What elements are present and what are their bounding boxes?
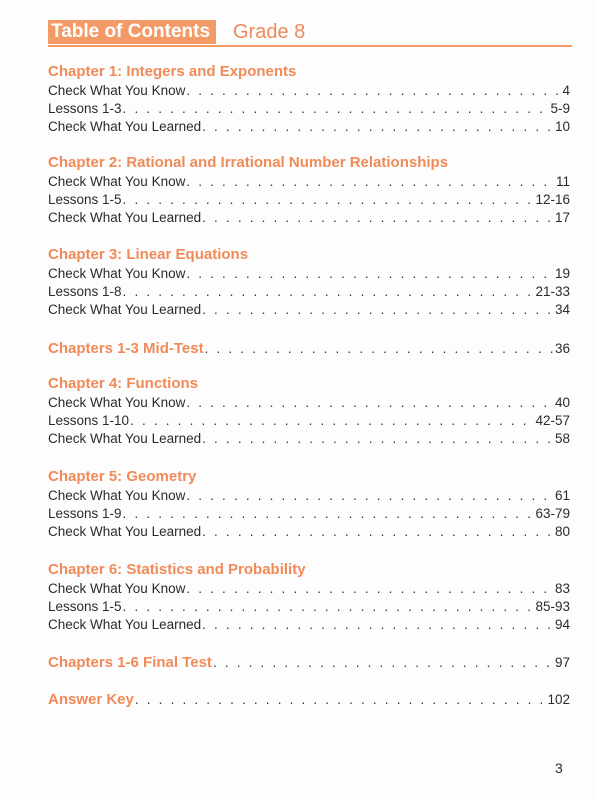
entry-page: 34 <box>554 302 570 317</box>
grade-label: Grade 8 <box>233 21 306 43</box>
toc-entry <box>48 410 570 430</box>
toc-entry <box>48 596 570 616</box>
chapter-1-title: Chapter 1: Integers and Exponents <box>48 63 297 80</box>
chapter-4-title: Chapter 4: Functions <box>48 375 199 392</box>
entry-page: 36 <box>554 341 570 356</box>
page-number: 3 <box>555 760 563 776</box>
toc-entry <box>48 281 570 301</box>
entry-label: Lessons 1-5 <box>48 192 122 207</box>
dot-leader <box>213 654 554 672</box>
entry-page: 58 <box>554 431 570 446</box>
entry-page: 85-93 <box>535 599 570 614</box>
chapter-2-title: Chapter 2: Rational and Irrational Number Relationships <box>48 154 449 171</box>
chapter-3-title: Chapter 3: Linear Equations <box>48 246 249 263</box>
dot-leader <box>202 209 554 227</box>
entry-label: Lessons 1-10 <box>48 413 130 428</box>
dot-leader <box>202 523 554 541</box>
entry-label: Check What You Know <box>48 581 186 596</box>
entry-label: Check What You Learned <box>48 617 202 632</box>
toc-entry <box>48 80 570 100</box>
toc-entry <box>48 189 570 209</box>
entry-page: 94 <box>554 617 570 632</box>
entry-label: Check What You Learned <box>48 431 202 446</box>
entry-page: 17 <box>554 210 570 225</box>
toc-entry <box>48 171 570 191</box>
dot-leader <box>135 691 547 709</box>
toc-entry <box>48 299 570 319</box>
toc-entry <box>48 578 570 598</box>
entry-page: 63-79 <box>535 506 570 521</box>
entry-page: 21-33 <box>535 284 570 299</box>
entry-page: 83 <box>554 581 570 596</box>
entry-label: Check What You Know <box>48 395 186 410</box>
entry-label: Check What You Learned <box>48 302 202 317</box>
toc-entry-answer-key <box>48 689 570 709</box>
entry-label: Lessons 1-9 <box>48 506 122 521</box>
toc-entry <box>48 428 570 448</box>
toc-entry <box>48 116 570 136</box>
entry-label: Lessons 1-3 <box>48 101 122 116</box>
toc-title: Table of Contents <box>48 20 216 44</box>
entry-label: Check What You Learned <box>48 119 202 134</box>
entry-page: 12-16 <box>535 192 570 207</box>
toc-entry <box>48 98 570 118</box>
entry-page: 80 <box>554 524 570 539</box>
entry-page: 4 <box>562 83 570 98</box>
entry-label: Lessons 1-5 <box>48 599 122 614</box>
chapter-6-title: Chapter 6: Statistics and Probability <box>48 561 306 578</box>
dot-leader <box>202 301 554 319</box>
dot-leader <box>205 340 554 358</box>
entry-label: Check What You Know <box>48 174 186 189</box>
toc-entry <box>48 207 570 227</box>
entry-label: Check What You Know <box>48 83 186 98</box>
entry-label: Chapters 1-3 Mid-Test <box>48 340 204 357</box>
dot-leader <box>202 616 554 634</box>
entry-label: Lessons 1-8 <box>48 284 122 299</box>
entry-label: Check What You Know <box>48 266 186 281</box>
entry-page: 19 <box>554 266 570 281</box>
entry-label: Check What You Learned <box>48 210 202 225</box>
entry-page: 5-9 <box>550 101 570 116</box>
toc-entry <box>48 521 570 541</box>
entry-label: Chapters 1-6 Final Test <box>48 654 212 671</box>
entry-page: 102 <box>547 692 570 707</box>
toc-entry <box>48 485 570 505</box>
entry-page: 11 <box>555 174 570 189</box>
entry-page: 61 <box>554 488 570 503</box>
entry-label: Answer Key <box>48 691 134 708</box>
toc-entry-mid-test <box>48 338 570 358</box>
entry-label: Check What You Know <box>48 488 186 503</box>
dot-leader <box>202 118 554 136</box>
dot-leader <box>202 430 554 448</box>
entry-page: 40 <box>554 395 570 410</box>
entry-page: 10 <box>554 119 570 134</box>
entry-page: 42-57 <box>535 413 570 428</box>
toc-entry <box>48 392 570 412</box>
toc-entry <box>48 263 570 283</box>
entry-label: Check What You Learned <box>48 524 202 539</box>
entry-page: 97 <box>554 655 570 670</box>
toc-entry-final-test <box>48 652 570 672</box>
toc-entry <box>48 614 570 634</box>
toc-entry <box>48 503 570 523</box>
chapter-5-title: Chapter 5: Geometry <box>48 468 197 485</box>
